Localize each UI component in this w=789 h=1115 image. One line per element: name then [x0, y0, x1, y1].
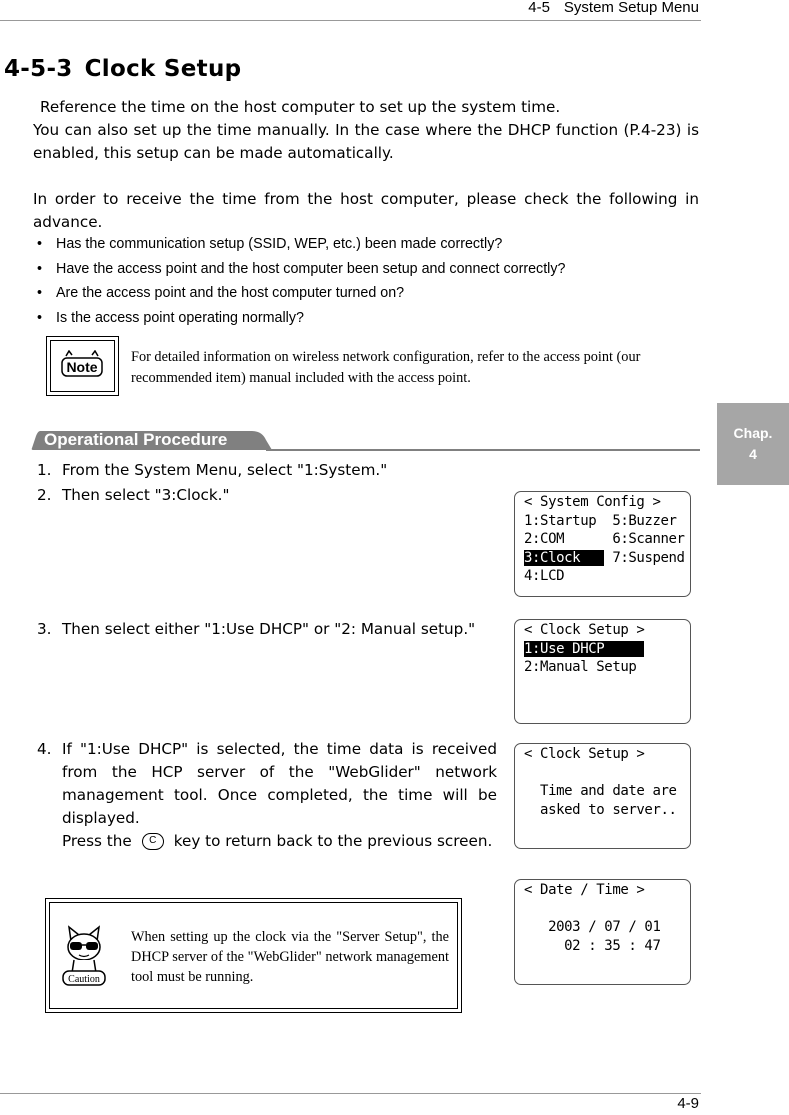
note-text: For detailed information on wireless network configuration, refer to the access point (our recommended item) manual included with the access point.: [131, 349, 641, 386]
step-text: Then select either "1:Use DHCP" or "2: Manual setup.": [62, 620, 476, 638]
lcd-title: < Clock Setup >: [524, 746, 645, 762]
lcd-clock-progress: [514, 743, 691, 849]
title-number: 4-5-3: [4, 56, 73, 82]
operational-title: Operational Procedure: [44, 430, 228, 449]
lcd-clock-setup: [514, 619, 691, 724]
caution-icon: [59, 921, 109, 989]
list-item: • Has the communication setup (SSID, WEP, etc.) been made correctly?: [37, 236, 565, 261]
step-number: 4.: [37, 740, 52, 758]
lcd-row: 2:Manual Setup: [524, 659, 637, 675]
lcd-time: 02 : 35 : 47: [524, 937, 661, 954]
lcd-row: 7:Suspend: [604, 549, 685, 566]
list-item: • Have the access point and the host computer been setup and connect correctly?: [37, 261, 565, 286]
chapter-number: 4: [749, 446, 757, 462]
lcd-row: asked to server..: [524, 801, 677, 818]
checklist: [37, 236, 565, 334]
step-text: Press the: [62, 832, 132, 850]
lcd-date-time: [514, 879, 691, 985]
list-item: • Is the access point operating normally?: [37, 310, 565, 335]
lcd-selected-option: 1:Use DHCP: [524, 640, 645, 657]
list-item: • Are the access point and the host computer turned on?: [37, 285, 565, 310]
step-text: key to return back to the previous screen.: [173, 832, 493, 850]
intro-line-3: In order to receive the time from the host computer, please check the following in advance.: [33, 190, 699, 231]
lcd-selected-option: 3:Clock: [524, 549, 605, 566]
note-label: Note: [66, 359, 98, 375]
step-2: [37, 484, 230, 507]
clear-key-icon: C: [142, 833, 164, 850]
footer-rule: [0, 1093, 701, 1094]
lcd-system-config: [514, 491, 691, 597]
note-box: [46, 336, 119, 396]
lcd-row: 2:COM 6:Scanner: [524, 531, 685, 547]
lcd-row: 4:LCD: [524, 568, 565, 584]
step-text: Then select "3:Clock.": [62, 486, 230, 504]
lcd-row: Time and date are: [524, 783, 677, 799]
lcd-title: < System Config >: [524, 494, 661, 510]
lcd-row: 1:Startup 5:Buzzer: [524, 512, 677, 529]
header-rule: [0, 20, 701, 21]
header-title: System Setup Menu: [563, 0, 699, 16]
step-text: From the System Menu, select "1:System.": [62, 461, 388, 479]
running-header: [528, 0, 699, 16]
header-section: 4-5: [528, 0, 550, 16]
step-number: 2.: [37, 486, 52, 504]
caution-label: Caution: [68, 974, 100, 985]
lcd-title: < Date / Time >: [524, 882, 645, 898]
step-number: 1.: [37, 461, 52, 479]
title-text: Clock Setup: [84, 56, 242, 82]
note-icon: [60, 350, 104, 380]
lcd-title: < Clock Setup >: [524, 622, 645, 638]
page-title: [4, 56, 241, 82]
caution-text: When setting up the clock via the "Server Setup", the DHCP server of the "WebGlider" network management tool must be running.: [131, 929, 449, 985]
step-3: [37, 618, 497, 641]
page-number: 4-9: [677, 1095, 699, 1112]
intro-line-2: You can also set up the time manually. In the case where the DHCP function (P.4-23) is enabled, this setup can be made automatically.: [33, 121, 699, 162]
step-number: 3.: [37, 620, 52, 638]
step-text: If "1:Use DHCP" is selected, the time data is received from the HCP server of the "WebGlider" network management tool. Once completed, the time will be displayed.: [62, 740, 497, 827]
chapter-label: Chap.: [733, 425, 773, 441]
lcd-date: 2003 / 07 / 01: [524, 919, 661, 935]
step-4: [37, 738, 497, 853]
intro-line-1: Reference the time on the host computer to set up the system time.: [40, 98, 561, 116]
step-1: [37, 459, 387, 482]
chapter-tab: [717, 403, 789, 485]
